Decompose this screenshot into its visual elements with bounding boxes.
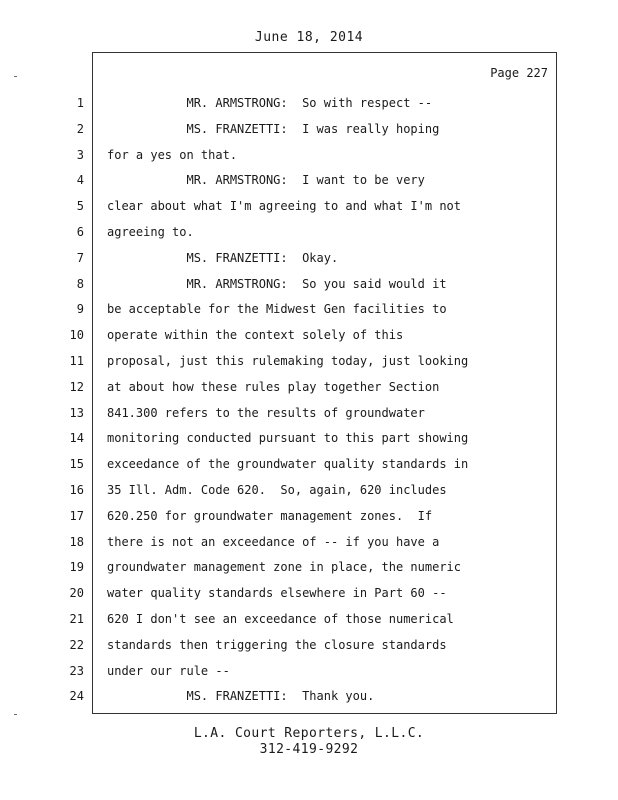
line-number: 13 [69,406,84,420]
line-number: 10 [69,328,84,342]
line-text: MS. FRANZETTI: Okay. [107,251,339,265]
line-number: 1 [76,96,84,110]
line-text: agreeing to. [107,225,194,239]
line-text: monitoring conducted pursuant to this part showing [107,431,469,445]
line-text: MS. FRANZETTI: I was really hoping [107,122,440,136]
line-number: 2 [76,122,84,136]
line-text: MR. ARMSTRONG: So you said would it [107,277,447,291]
line-number: 11 [69,354,84,368]
line-number: 19 [69,560,84,574]
line-text: for a yes on that. [107,148,238,162]
line-number: 17 [69,509,84,523]
footer-company: L.A. Court Reporters, L.L.C. [193,726,425,741]
line-number: 22 [69,638,84,652]
line-text: groundwater management zone in place, the numeric [107,560,462,574]
line-text: water quality standards elsewhere in Part 60 -- [107,586,447,600]
scan-speck [14,714,17,715]
line-text: exceedance of the groundwater quality standards in [107,457,469,471]
line-number: 23 [69,664,84,678]
line-number: 8 [76,277,84,291]
line-text: 35 Ill. Adm. Code 620. So, again, 620 includes [107,483,447,497]
header-date: June 18, 2014 [254,30,364,45]
line-text: operate within the context solely of this [107,328,404,342]
line-text: MR. ARMSTRONG: So with respect -- [107,96,433,110]
line-number: 4 [76,173,84,187]
line-number: 14 [69,431,84,445]
footer-phone: 312-419-9292 [259,742,359,757]
line-number: 21 [69,612,84,626]
line-number: 18 [69,535,84,549]
line-text: proposal, just this rulemaking today, just looking [107,354,469,368]
line-text: clear about what I'm agreeing to and what I'm not [107,199,462,213]
scan-speck [14,76,17,77]
line-number: 16 [69,483,84,497]
line-text: there is not an exceedance of -- if you have a [107,535,440,549]
line-number: 3 [76,148,84,162]
line-text: 620.250 for groundwater management zones. If [107,509,433,523]
line-number: 9 [76,302,84,316]
line-text: at about how these rules play together Section [107,380,440,394]
line-number: 5 [76,199,84,213]
line-text: MS. FRANZETTI: Thank you. [107,689,375,703]
line-text: standards then triggering the closure standards [107,638,447,652]
line-text: under our rule -- [107,664,230,678]
line-number: 6 [76,225,84,239]
line-number: 20 [69,586,84,600]
line-number: 15 [69,457,84,471]
line-text: MR. ARMSTRONG: I want to be very [107,173,425,187]
line-number: 24 [69,689,84,703]
line-text: 620 I don't see an exceedance of those numerical [107,612,454,626]
line-number: 7 [76,251,84,265]
page-number: Page 227 [490,66,548,80]
line-text: be acceptable for the Midwest Gen facilities to [107,302,447,316]
line-text: 841.300 refers to the results of groundwater [107,406,425,420]
line-number: 12 [69,380,84,394]
